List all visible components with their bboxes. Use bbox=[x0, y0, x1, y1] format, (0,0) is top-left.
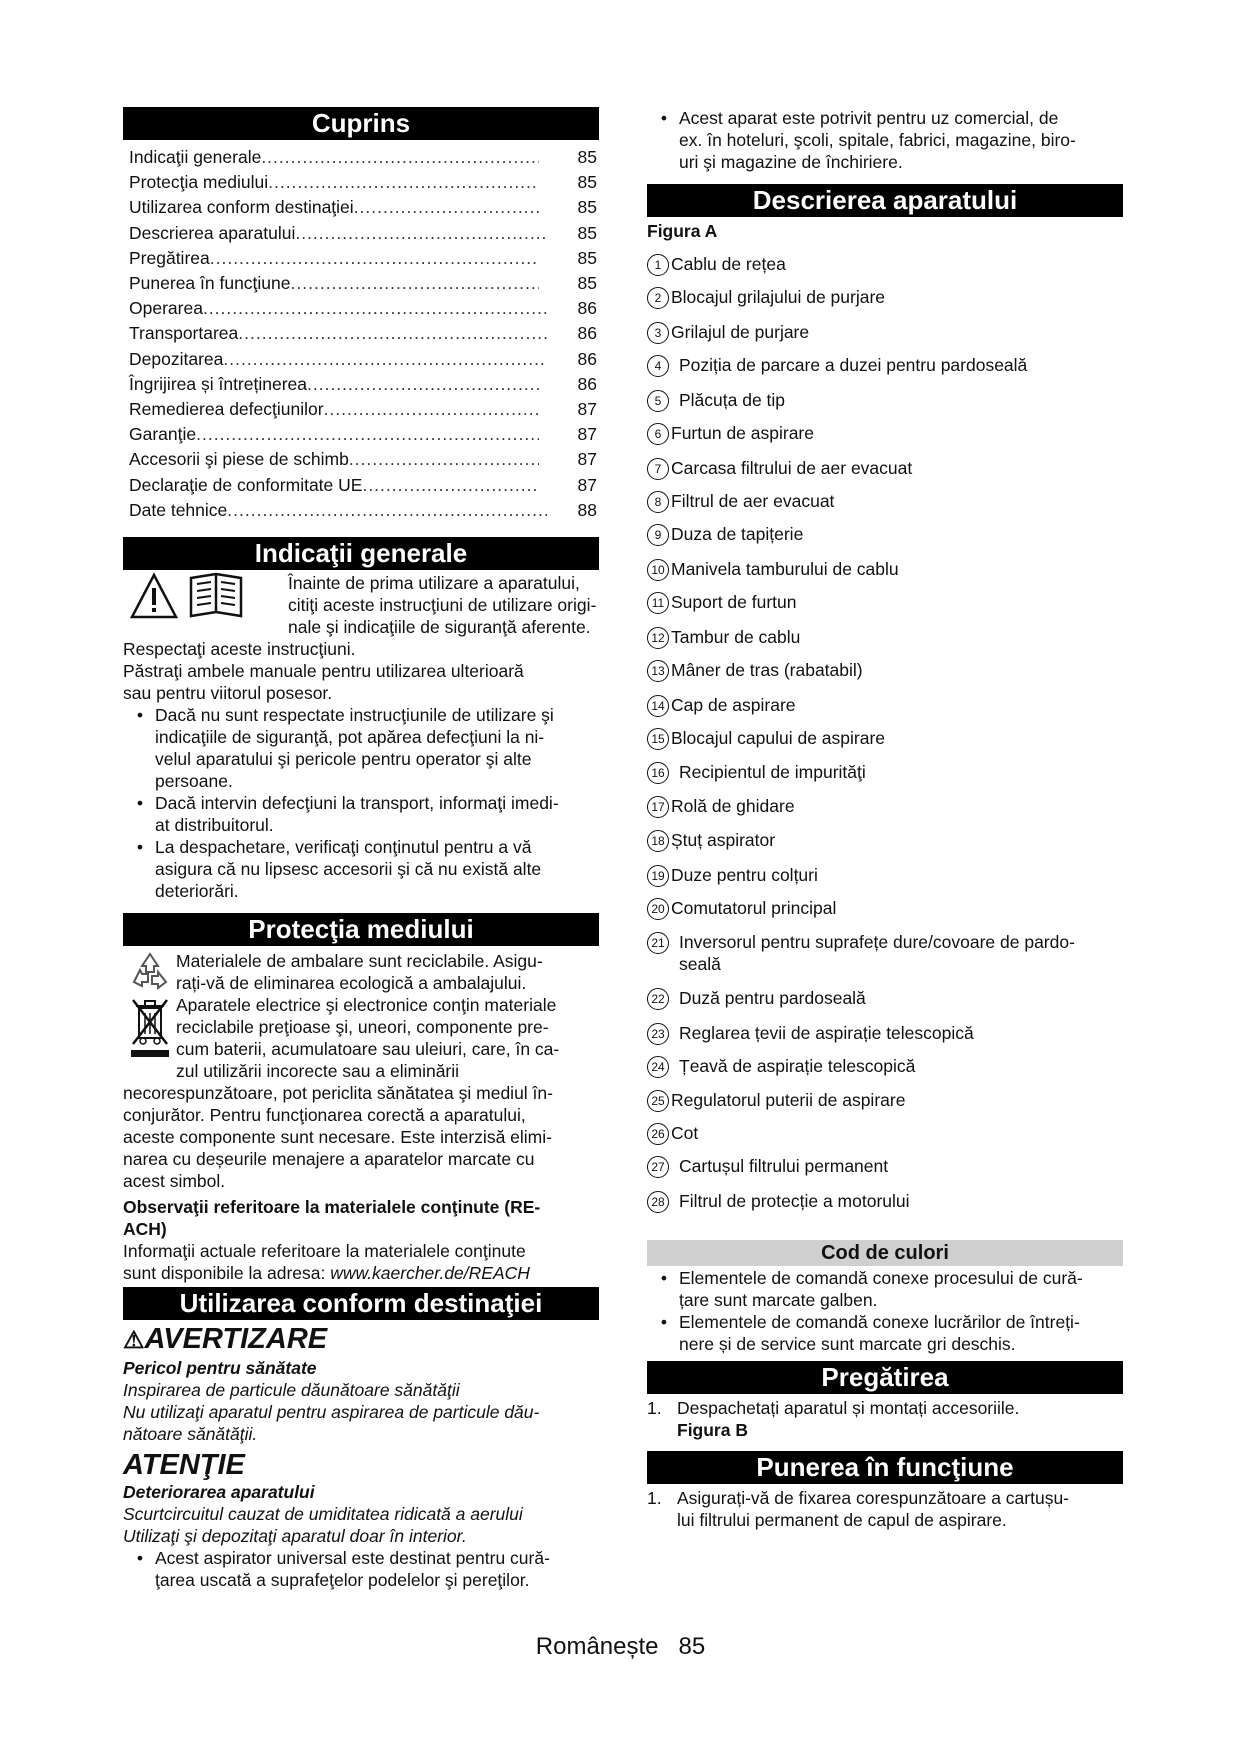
toc-leader-dots bbox=[261, 145, 539, 170]
figure-b-label: Figura B bbox=[677, 1420, 748, 1440]
part-item bbox=[647, 321, 1123, 344]
part-item bbox=[647, 897, 1123, 920]
part-label: Mâner de tras (rabatabil) bbox=[671, 660, 863, 680]
part-number-badge: 16 bbox=[647, 762, 669, 784]
toc-entry-page: 86 bbox=[577, 348, 597, 369]
preparation-heading: Pregătirea bbox=[647, 1361, 1123, 1394]
part-number-badge: 3 bbox=[647, 322, 669, 344]
toc-entry-label: Accesorii şi piese de schimb bbox=[129, 449, 349, 470]
toc-entry-page: 88 bbox=[577, 499, 597, 520]
part-number-badge: 14 bbox=[647, 695, 669, 717]
part-item bbox=[647, 558, 1123, 581]
part-label: Cartușul filtrului permanent bbox=[679, 1156, 889, 1176]
part-number-badge: 9 bbox=[647, 524, 669, 546]
part-label: Țeavă de aspirație telescopică bbox=[679, 1056, 916, 1076]
toc-entry-page: 85 bbox=[577, 172, 597, 193]
toc-entry[interactable] bbox=[123, 145, 599, 170]
reach-address: sunt disponibile la adresa: www.kaercher.de/REACH bbox=[123, 1263, 530, 1283]
general-body: Respectaţi aceste instrucţiuni. Păstraţi ambele manuale pentru utilizarea ulterioară sau pentru viitorul posesor. • Dacă nu sunt respectate instrucţiunile de utilizare şi indicaţiile de siguranţă, pot apărea defecţiuni la ni- velul aparatului şi pericole pentru operator şi alte persoane. • Dacă intervin defecţiuni la transport, informaţi imedi- at distribuitorul. • La despachetare, verificaţi conţinutul pentru a vă asigura că nu lipsesc accesorii şi că nu există alte deteriorări. bbox=[123, 638, 599, 902]
part-label: Reglarea țevii de aspirație telescopică bbox=[679, 1023, 974, 1043]
toc-entry-label: Transportarea bbox=[129, 323, 239, 344]
toc-leader-dots bbox=[227, 498, 547, 523]
part-item bbox=[647, 1055, 1123, 1078]
toc-entry[interactable] bbox=[123, 397, 599, 422]
toc-entry-page: 85 bbox=[577, 222, 597, 243]
toc-entry-page: 87 bbox=[577, 399, 597, 420]
toc-entry-label: Utilizarea conform destinaţiei bbox=[129, 197, 354, 218]
part-number-badge: 8 bbox=[647, 491, 669, 513]
part-label: Duza de tapițerie bbox=[671, 524, 804, 544]
toc-leader-dots bbox=[268, 170, 539, 195]
part-item bbox=[647, 286, 1123, 309]
toc-leader-dots bbox=[307, 372, 539, 397]
toc-entry-page: 86 bbox=[577, 323, 597, 344]
part-item bbox=[647, 829, 1123, 852]
reach-url-link[interactable]: www.kaercher.de/REACH bbox=[330, 1263, 530, 1283]
part-item bbox=[647, 490, 1123, 513]
toc-entry[interactable] bbox=[123, 447, 599, 472]
part-label: Inversorul pentru suprafețe dure/covoare de pardo- sea​lă bbox=[679, 932, 1075, 974]
part-item bbox=[647, 1155, 1123, 1178]
toc-leader-dots bbox=[223, 347, 547, 372]
part-label: Cot bbox=[671, 1123, 699, 1143]
part-label: Tambur de cablu bbox=[671, 627, 801, 647]
general-bullet: • Dacă nu sunt respectate instrucţiunile de utilizare şi indicaţiile de siguranţă, pot apărea defecţiuni la ni- velul aparatului şi pericole pentru operator şi alte persoane. bbox=[136, 705, 554, 791]
part-label: Manivela tamburului de cablu bbox=[671, 559, 899, 579]
part-number-badge: 22 bbox=[647, 988, 669, 1010]
toc-entry-page: 86 bbox=[577, 373, 597, 394]
part-label: Cablu de rețea bbox=[671, 254, 786, 274]
part-item bbox=[647, 354, 1123, 377]
footer-language: Românește bbox=[535, 1633, 659, 1660]
page-number: 85 bbox=[678, 1633, 706, 1660]
part-number-badge: 19 bbox=[647, 865, 669, 887]
toc-entry-label: Date tehnice bbox=[129, 499, 228, 520]
part-number-badge: 4 bbox=[647, 355, 669, 377]
part-number-badge: 15 bbox=[647, 728, 669, 750]
toc-entry-page: 87 bbox=[577, 424, 597, 445]
part-label: Rolă de ghidare bbox=[671, 796, 795, 816]
part-item bbox=[647, 864, 1123, 887]
part-item bbox=[647, 931, 1123, 975]
general-bullet: • La despachetare, verificaţi conţinutul pentru a vă asigura că nu lipsesc accesorii şi că nu există alte deteriorări. bbox=[136, 837, 542, 901]
part-label: Recipientul de impurităţi bbox=[679, 762, 866, 782]
part-number-badge: 5 bbox=[647, 390, 669, 412]
part-item bbox=[647, 591, 1123, 614]
part-item bbox=[647, 253, 1123, 276]
part-label: Carcasa filtrului de aer evacuat bbox=[671, 458, 913, 478]
general-bullet: • Dacă intervin defecţiuni la transport, informaţi imedi- at distribuitorul. bbox=[136, 793, 559, 835]
part-label: Grilajul de purjare bbox=[671, 322, 810, 342]
part-label: Suport de furtun bbox=[671, 592, 797, 612]
part-item bbox=[647, 987, 1123, 1010]
color-code-body bbox=[647, 1267, 1123, 1355]
toc-entry[interactable] bbox=[123, 372, 599, 397]
warning-symbol-icon: ⚠ bbox=[123, 1327, 145, 1354]
caution-title: ATENŢIE bbox=[123, 1449, 245, 1481]
reach-title: Observaţii referitoare la materialele conţinute (RE- bbox=[123, 1197, 541, 1217]
part-item bbox=[647, 761, 1123, 784]
part-label: Furtun de aspirare bbox=[671, 423, 814, 443]
preparation-body: 1. Despachetați aparatul și montați accesoriile. Figura B bbox=[647, 1397, 1123, 1441]
general-heading: Indicaţii generale bbox=[123, 537, 599, 570]
part-item bbox=[647, 457, 1123, 480]
crossed-out-bin-icon bbox=[129, 996, 171, 1058]
part-item bbox=[647, 389, 1123, 412]
toc-entry-page: 85 bbox=[577, 273, 597, 294]
part-label: Plăcuța de tip bbox=[679, 390, 786, 410]
toc-leader-dots bbox=[362, 473, 539, 498]
warning-triangle-icon bbox=[129, 572, 179, 620]
toc-entry-label: Operarea bbox=[129, 298, 203, 319]
part-number-badge: 24 bbox=[647, 1056, 669, 1078]
use-bullet-continued: • Acest aparat este potrivit pentru uz comercial, de ex. în hoteluri, şcoli, spitale, fabrici, magazine, biro- uri şi magazine de închiriere. bbox=[660, 108, 1076, 172]
toc-leader-dots bbox=[210, 246, 539, 271]
part-number-badge: 12 bbox=[647, 627, 669, 649]
toc-entry-label: Indicaţii generale bbox=[129, 147, 262, 167]
toc-entry[interactable] bbox=[123, 422, 599, 447]
toc-leader-dots bbox=[349, 447, 539, 472]
part-number-badge: 23 bbox=[647, 1023, 669, 1045]
toc-entry[interactable] bbox=[123, 221, 599, 246]
part-item bbox=[647, 1089, 1123, 1112]
part-label: Poziția de parcare a duzei pentru pardoseală bbox=[679, 355, 1028, 375]
part-item bbox=[647, 1022, 1123, 1045]
toc-leader-dots bbox=[238, 321, 547, 346]
toc-entry[interactable] bbox=[123, 271, 599, 296]
part-item bbox=[647, 694, 1123, 717]
manual-book-icon bbox=[187, 570, 245, 622]
page-footer bbox=[0, 1633, 1241, 1661]
part-label: Duze pentru colțuri bbox=[671, 865, 818, 885]
part-number-badge: 10 bbox=[647, 559, 669, 581]
toc-entry-label: Punerea în funcţiune bbox=[129, 273, 291, 294]
part-number-badge: 28 bbox=[647, 1191, 669, 1213]
part-label: Ștuț aspirator bbox=[671, 830, 776, 850]
intended-use-bullet: • Acest aspirator universal este destinat pentru cură- ţarea uscată a suprafeţelor podelelor şi pereţilor. bbox=[136, 1548, 550, 1590]
description-heading: Descrierea aparatului bbox=[647, 184, 1123, 217]
part-number-badge: 25 bbox=[647, 1090, 669, 1112]
intended-use-body: ⚠AVERTIZARE Pericol pentru sănătate Inspirarea de particule dăunătoare sănătăţii Nu utilizaţi aparatul pentru aspirarea de particule dău- nătoare sănătăţii. ATENŢIE Deteriorarea aparatului Scurtcircuitul cauzat de umiditatea ridicată a aerului Utilizaţi şi depozitaţi aparatul doar în interior. • Acest aspirator universal este destinat pentru cură- ţarea uscată a suprafeţelor podelelor şi pereţilor. bbox=[123, 1323, 599, 1591]
color-code-heading: Cod de culori bbox=[647, 1240, 1123, 1266]
toc-leader-dots bbox=[324, 397, 539, 422]
toc-entry-label: Pregătirea bbox=[129, 247, 210, 268]
toc-entry[interactable] bbox=[123, 246, 599, 271]
general-intro: Înainte de prima utilizare a aparatului, citiţi aceste instrucţiuni de utilizare origi- nale şi indicaţiile de siguranţă aferente. bbox=[288, 573, 597, 637]
toc-entry-page: 85 bbox=[577, 147, 597, 167]
warning-title: ⚠AVERTIZARE bbox=[123, 1323, 328, 1355]
toc-entry-label: Declaraţie de conformitate UE bbox=[129, 474, 363, 495]
toc-heading: Cuprins bbox=[123, 107, 599, 140]
environment-heading: Protecţia mediului bbox=[123, 913, 599, 946]
part-number-badge: 7 bbox=[647, 458, 669, 480]
part-item bbox=[647, 523, 1123, 546]
part-number-badge: 26 bbox=[647, 1123, 669, 1145]
part-item bbox=[647, 626, 1123, 649]
toc-leader-dots bbox=[196, 422, 539, 447]
part-label: Blocajul grilajului de purjare bbox=[671, 287, 886, 307]
part-label: Duză pentru pardoseală bbox=[679, 988, 866, 1008]
part-label: Regulatorul puterii de aspirare bbox=[671, 1090, 906, 1110]
part-label: Blocajul capului de aspirare bbox=[671, 728, 886, 748]
toc-entry-label: Depozitarea bbox=[129, 348, 224, 369]
part-number-badge: 18 bbox=[647, 830, 669, 852]
toc-entry-page: 85 bbox=[577, 197, 597, 218]
toc-leader-dots bbox=[354, 195, 539, 220]
toc-leader-dots bbox=[203, 296, 547, 321]
intended-use-heading: Utilizarea conform destinaţiei bbox=[123, 1287, 599, 1320]
part-number-badge: 27 bbox=[647, 1156, 669, 1178]
part-label: Filtrul de protecție a motorului bbox=[679, 1191, 910, 1211]
part-item bbox=[647, 659, 1123, 682]
environment-text-indented: Materialele de ambalare sunt reciclabile. Asigu- rați-vă de eliminarea ecologică a ambalajului. Aparatele electrice şi electronice conţin materiale reciclabile preţioase şi, uneori, componente pre- cum baterii, acumulatoare sau uleiuri, care, în ca- zul utilizării incorecte sau a eliminării bbox=[176, 951, 560, 1081]
environment-text-full: necorespunzătoare, pot periclita sănătatea şi mediul în- conjurător. Pentru funcţionarea corectă a aparatului, aceste componente sunt necesare. Este interzisă elimi- narea cu deșeurile menajere a aparatelor marcate cu acest simbol. Observaţii referitoare la materialele conţinute (RE- ACH) Informaţii actuale referitoare la materialele conţinute sunt disponibile la adresa: www.kaercher.de/REACH bbox=[123, 1082, 599, 1284]
part-number-badge: 20 bbox=[647, 898, 669, 920]
toc-entry-page: 87 bbox=[577, 474, 597, 495]
part-label: Cap de aspirare bbox=[671, 695, 796, 715]
toc-entry[interactable] bbox=[123, 195, 599, 220]
toc-entry[interactable] bbox=[123, 296, 599, 321]
toc-entry-page: 85 bbox=[577, 247, 597, 268]
part-item bbox=[647, 422, 1123, 445]
toc-entry-label: Garanţie bbox=[129, 424, 197, 445]
toc-entry[interactable] bbox=[123, 498, 599, 523]
toc-entry[interactable] bbox=[123, 473, 599, 498]
part-item bbox=[647, 1122, 1123, 1145]
part-item bbox=[647, 1190, 1123, 1213]
recycling-icon bbox=[128, 950, 172, 994]
toc-entry-label: Protecţia mediului bbox=[129, 172, 269, 193]
figure-a-label: Figura A bbox=[647, 221, 718, 241]
toc-entry-label: Descrierea aparatului bbox=[129, 222, 296, 243]
part-number-badge: 1 bbox=[647, 254, 669, 276]
toc-leader-dots bbox=[291, 271, 539, 296]
part-number-badge: 6 bbox=[647, 423, 669, 445]
color-code-bullet: • Elementele de comandă conexe procesului de cură- țare sunt marcate galben. bbox=[660, 1268, 1083, 1310]
toc-entry-label: Îngrijirea și întreținerea bbox=[129, 373, 307, 394]
toc-entry[interactable] bbox=[123, 347, 599, 372]
part-number-badge: 21 bbox=[647, 932, 669, 954]
part-item bbox=[647, 795, 1123, 818]
startup-heading: Punerea în funcţiune bbox=[647, 1451, 1123, 1484]
toc-leader-dots bbox=[295, 221, 547, 246]
toc-entry[interactable] bbox=[123, 170, 599, 195]
table-of-contents bbox=[123, 145, 599, 523]
part-label: Filtrul de aer evacuat bbox=[671, 491, 835, 511]
toc-entry-label: Remedierea defecţiunilor bbox=[129, 399, 324, 420]
toc-entry-page: 87 bbox=[577, 449, 597, 470]
toc-entry-page: 86 bbox=[577, 298, 597, 319]
part-number-badge: 13 bbox=[647, 660, 669, 682]
color-code-bullet: • Elementele de comandă conexe lucrărilor de întreți- nere și de service sunt marcate gri deschis. bbox=[660, 1312, 1080, 1354]
part-item bbox=[647, 727, 1123, 750]
part-number-badge: 17 bbox=[647, 796, 669, 818]
toc-entry[interactable] bbox=[123, 321, 599, 346]
part-label: Comutatorul principal bbox=[671, 898, 837, 918]
part-number-badge: 11 bbox=[647, 592, 669, 614]
part-number-badge: 2 bbox=[647, 287, 669, 309]
startup-body: 1. Asigurați-vă de fixarea corespunzătoare a cartușu- lui filtrului permanent de capul de aspirare. bbox=[647, 1488, 1070, 1530]
